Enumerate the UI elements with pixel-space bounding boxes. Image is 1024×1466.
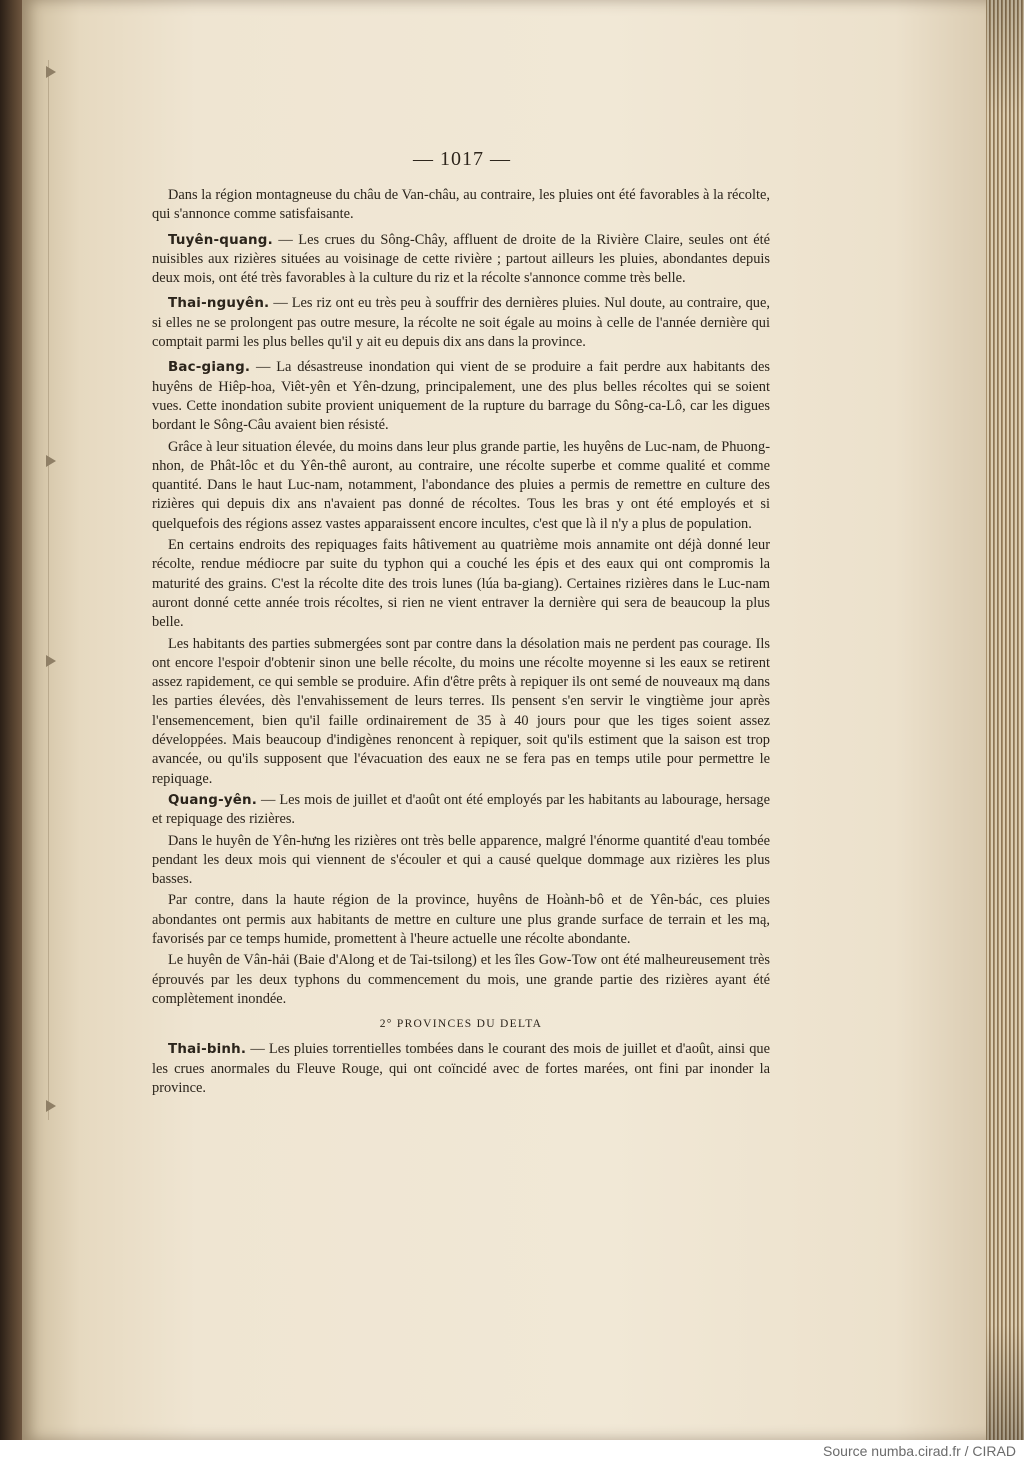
paragraph — [152, 358, 770, 435]
paragraph — [152, 186, 770, 225]
section-heading: 2° PROVINCES DU DELTA — [379, 1018, 543, 1031]
place-name: Bac-giang. — [168, 360, 251, 376]
paragraph — [152, 438, 770, 534]
margin-pin-mark — [46, 66, 56, 78]
paragraph-text: Le huyên de Vân-hải (Baie d'Along et de Tai-tsilong) et les îles Gow-Tow ont été malheureusement très éprouvés par les deux typhons du commencement du mois, une grande partie des rizières ayant été complètement inondée. — [152, 952, 770, 1007]
paragraph — [152, 832, 770, 890]
paragraph-text: — Les crues du Sông-Chây, affluent de droite de la Rivière Claire, seules ont été nuisibles aux rizières situées au voisinage de cette rivière ; partout ailleurs les pluies, abondantes depuis deux mois, ont été très favorables à la culture du riz et la récolte s'annonce comme très belle. — [152, 231, 770, 287]
paragraph — [152, 791, 770, 830]
place-name: Tuyên-quang. — [168, 232, 273, 248]
paragraph — [152, 231, 770, 289]
margin-pin-mark — [46, 655, 56, 667]
paragraph — [152, 951, 770, 1009]
source-credit: Source numba.cirad.fr / CIRAD — [823, 1443, 1016, 1459]
paragraph-text: — Les riz ont eu très peu à souffrir des dernières pluies. Nul doute, au contraire, que, si elles ne se prolongent pas outre mesure, la récolte ne soit égale au moins à celle de l'année dernière qui comptait parmi les plus belles qu'il y ait eu depuis dix ans dans la province. — [152, 295, 770, 351]
body-text — [152, 186, 770, 1104]
margin-pin-mark — [46, 455, 56, 467]
paragraph-text: — Les mois de juillet et d'août ont été employés par les habitants au labourage, hersage et repiquage des rizières. — [152, 791, 770, 828]
book-page — [22, 0, 992, 1440]
place-name: Quang-yên. — [168, 792, 258, 808]
paragraph-text: Dans le huyên de Yên-hưng les rizières ont très belle apparence, malgré l'énorme quantité d'eau tombée pendant les deux mois qui viennent de s'écouler et qui a causé quelque dommage aux rizières les plus basses. — [152, 832, 770, 888]
paragraph-text: — La désastreuse inondation qui vient de se produire a fait perdre aux habitants des huyêns de Hiêp-hoa, Viêt-yên et Yên-dzung, principalement, une des plus belles récoltes qui se soient vues. Cette inondation subite provient uniquement de la rupture du barrage du Sông-ca-Lô, car les digues bordant le Sông-Câu avaient bien résisté. — [152, 359, 770, 434]
paragraph-text: En certains endroits des repiquages faits hâtivement au quatrième mois annamite ont déjà donné leur récolte, rendue médiocre par suite du typhon qui a couché les épis et des eaux qui ont compromis la maturité des grains. C'est la récolte dite des trois lunes (lúa ba-giang). Certaines rizières dans le Luc-nam auront donné cette année trois récoltes, si rien ne vient entraver la dernière qui sera de beaucoup la plus belle. — [152, 537, 770, 631]
paragraph — [152, 294, 770, 352]
paragraph-text: Grâce à leur situation élevée, du moins dans leur plus grande partie, les huyêns de Luc-nam, de Phuong-nhon, de Phât-lôc et du Yên-thê auront, au contraire, une récolte superbe et comme qualité et comme quantité. Dans le haut Luc-nam, notamment, l'abondance des pluies a permis de remettre en culture des rizières qui depuis dix ans n'avaient pas donné de récoltes. Tous les bras y ont été employés et si quelquefois des régions assez vastes apparaissent encore incultes, c'est que là il n'y a plus de population. — [152, 438, 770, 532]
margin-rule — [40, 60, 49, 1120]
page-number: — 1017 — — [413, 148, 511, 170]
paragraph — [152, 635, 770, 789]
margin-pin-mark — [46, 1100, 56, 1112]
paragraph-text: Par contre, dans la haute région de la province, huyêns de Hoành-bô et de Yên-bác, ces pluies abondantes ont permis aux habitants de mettre en culture une plus grande surface de terrain et les mą, favorisés par ce temps humide, promettent à l'heure actuelle une récolte abondante. — [152, 892, 770, 947]
paragraph — [152, 536, 770, 632]
page-edges-shadow — [986, 0, 1024, 1440]
place-name: Thai-nguyên. — [168, 296, 270, 312]
paragraph-text: — Les pluies torrentielles tombées dans le courant des mois de juillet et d'août, ainsi que les crues anormales du Fleuve Rouge, qui ont coïncidé avec de fortes marées, ont fini par inonder la province. — [152, 1041, 770, 1097]
place-name: Thai-binh. — [168, 1042, 247, 1058]
paragraph-text: Dans la région montagneuse du châu de Van-châu, au contraire, les pluies ont été favorables à la récolte, qui s'annonce comme satisfaisante. — [152, 187, 770, 223]
paragraph — [152, 891, 770, 949]
paragraph-text: Les habitants des parties submergées sont par contre dans la désolation mais ne perdent pas courage. Ils ont encore l'espoir d'obtenir sinon une belle récolte, du moins une récolte moyenne si les eaux se retirent assez rapidement, ce qui semble se produire. Afin d'être prêts à repiquer ils ont semé de nouveaux mą dans les parties élevées, dès l'envahissement de leurs terres. Ils pensent s'en servir le vingtième jour après l'ensemencement, bien qu'il faille ordinairement de 35 à 40 jours pour que les tiges soient assez développées. Mais beaucoup d'indigènes renoncent à repiquer, soit qu'ils estiment que la saison est trop avancée, ou qu'ils supposent que l'évacuation des eaux ne se fera pas en temps utile pour permettre le repiquage. — [152, 635, 770, 787]
paragraph — [152, 1040, 770, 1098]
